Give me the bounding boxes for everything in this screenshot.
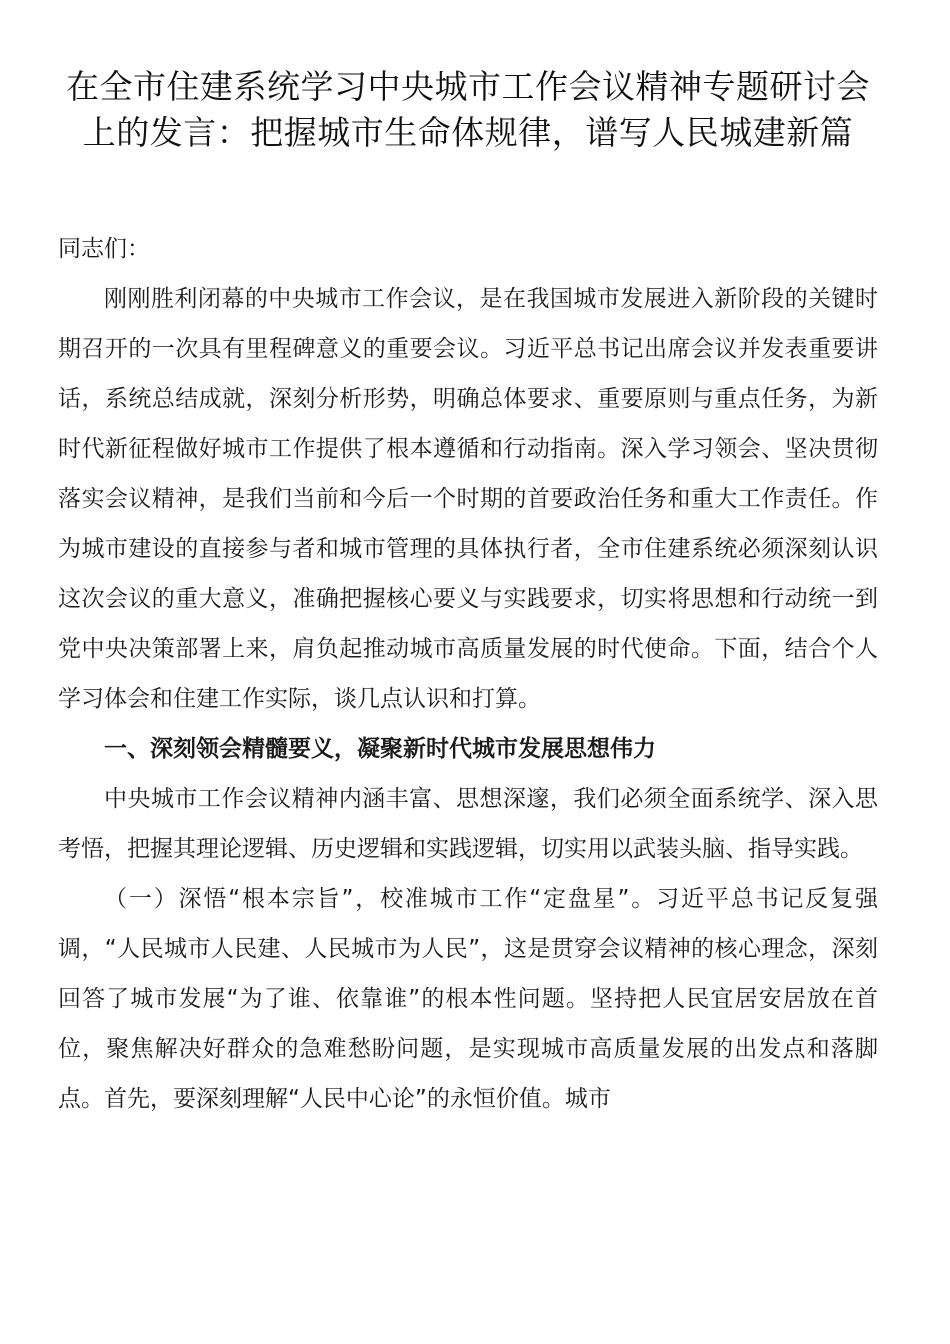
document-title: 在全市住建系统学习中央城市工作会议精神专题研讨会上的发言：把握城市生命体规律，谱写人民城建新篇 (66, 67, 870, 152)
salutation: 同志们： (58, 236, 150, 262)
section-heading-1: 一、深刻领会精髓要义，凝聚新时代城市发展思想伟力 (104, 736, 656, 762)
subsection-1-paragraph: （一）深悟“根本宗旨”，校准城市工作“定盘星”。习近平总书记反复强调，“人民城市人民建、人民城市为人民”，这是贯穿会议精神的核心理念，深刻回答了城市发展“为了谁、依靠谁”的根本性问题。坚持把人民宜居安居放在首位，聚焦解决好群众的急难愁盼问题，是实现城市高质量发展的出发点和落脚点。首先，要深刻理解“人民中心论”的永恒价值。城市 (58, 886, 878, 1112)
section-1-intro-paragraph: 中央城市工作会议精神内涵丰富、思想深邃，我们必须全面系统学、深入思考悟，把握其理论逻辑、历史逻辑和实践逻辑，切实用以武装头脑、指导实践。 (58, 786, 878, 862)
document-page (58, 64, 878, 1124)
opening-paragraph: 刚刚胜利闭幕的中央城市工作会议，是在我国城市发展进入新阶段的关键时期召开的一次具有里程碑意义的重要会议。习近平总书记出席会议并发表重要讲话，系统总结成就，深刻分析形势，明确总体要求、重要原则与重点任务，为新时代新征程做好城市工作提供了根本遵循和行动指南。深入学习领会、坚决贯彻落实会议精神，是我们当前和今后一个时期的首要政治任务和重大工作责任。作为城市建设的直接参与者和城市管理的具体执行者，全市住建系统必须深刻认识这次会议的重大意义，准确把握核心要义与实践要求，切实将思想和行动统一到党中央决策部署上来，肩负起推动城市高质量发展的时代使命。下面，结合个人学习体会和住建工作实际，谈几点认识和打算。 (58, 286, 878, 712)
